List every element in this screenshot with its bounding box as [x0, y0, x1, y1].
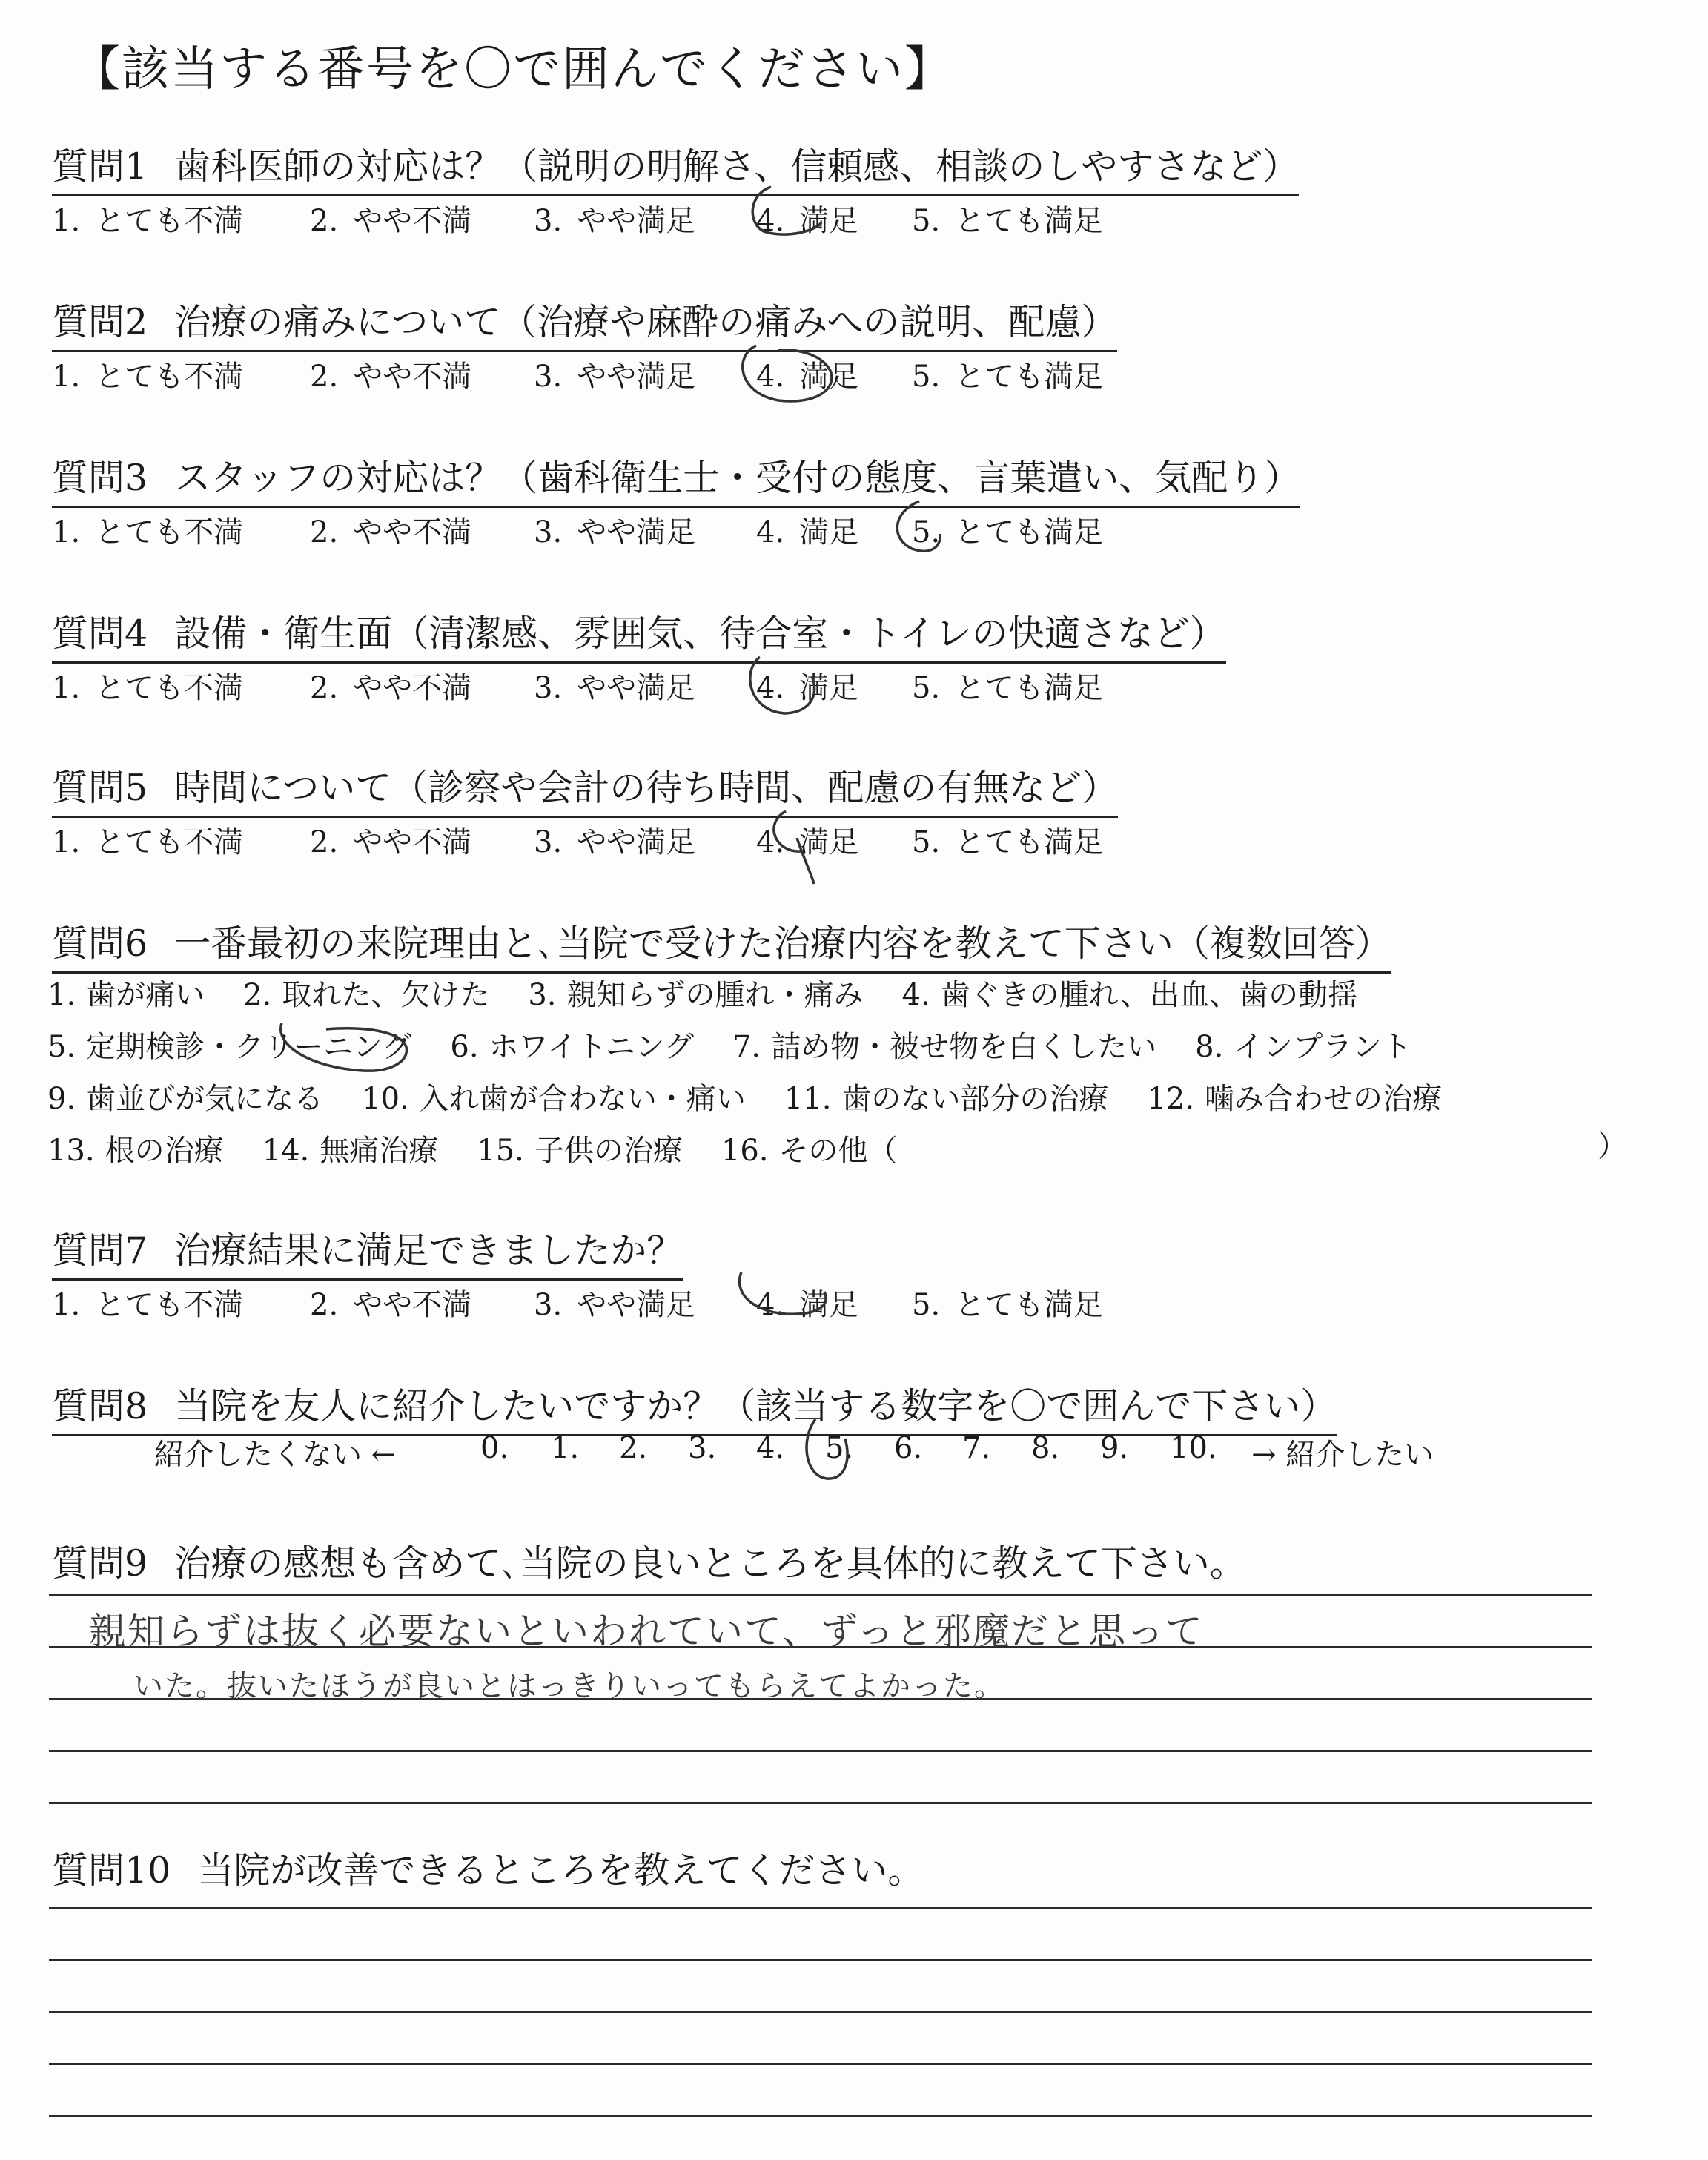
question-8-text: 当院を友人に紹介したいですか？（該当する数字を〇で囲んで下さい）: [174, 1385, 1337, 1427]
q3-option-1[interactable]: [52, 509, 243, 551]
q9-answer-line: [49, 1594, 1592, 1596]
q5-option-2-number: 2.: [310, 825, 339, 859]
q2-option-2[interactable]: [310, 353, 471, 395]
q2-option-5-label: とても満足: [955, 360, 1104, 394]
q8-scale-right-label: → 紹介したい: [1251, 1438, 1434, 1472]
q4-option-1-label: とても不満: [95, 671, 244, 705]
q6-row-1: [47, 971, 1396, 1014]
q8-scale-10[interactable]: 10.: [1170, 1431, 1217, 1465]
q3-option-3[interactable]: [534, 509, 695, 551]
q3-option-4-label: 満足: [799, 515, 859, 549]
q3-option-4-number: 4.: [756, 515, 785, 549]
question-6-text: 一番最初の来院理由と､当院で受けた治療内容を教えて下さい（複数回答）: [174, 922, 1391, 965]
q9-answer-line-1[interactable]: 親知らずは抜く必要ないといわれていて、ずっと邪魔だと思って: [89, 1610, 1204, 1653]
q10-answer-line: [49, 2011, 1592, 2013]
q1-option-2[interactable]: [310, 197, 471, 240]
q7-option-3[interactable]: [534, 1281, 695, 1324]
q6-option-16[interactable]: [721, 1127, 898, 1169]
question-8-title: [52, 1378, 1337, 1436]
q6-option-14[interactable]: [262, 1127, 439, 1169]
q1-option-4-label: 満足: [799, 204, 859, 238]
q6-option-7-label: 詰め物・被せ物を白くしたい: [771, 1030, 1157, 1064]
q8-scale-3[interactable]: 3.: [688, 1431, 717, 1465]
q6-option-9[interactable]: [47, 1075, 323, 1117]
q4-option-1-number: 1.: [52, 671, 81, 705]
question-3-label: 質問3: [52, 457, 148, 499]
q6-option-7-number: 7.: [732, 1030, 761, 1064]
q6-option-2-label: 取れた、欠けた: [282, 978, 490, 1012]
q6-option-4[interactable]: [902, 971, 1358, 1014]
q6-option-9-number: 9.: [47, 1082, 76, 1116]
question-10-text: 当院が改善できるところを教えてください。: [197, 1849, 924, 1892]
q1-option-4[interactable]: [756, 197, 858, 240]
q6-option-9-label: 歯並びが気になる: [86, 1082, 324, 1116]
q6-option-1-number: 1.: [47, 978, 76, 1012]
q8-scale-4[interactable]: 4.: [756, 1431, 785, 1465]
q6-option-14-number: 14.: [262, 1134, 310, 1168]
q1-option-5-label: とても満足: [955, 204, 1104, 238]
question-5-title: [52, 759, 1118, 818]
q5-option-4-label: 満足: [799, 825, 859, 859]
q1-option-5-number: 5.: [912, 204, 941, 238]
q7-option-1[interactable]: [52, 1281, 243, 1324]
q10-answer-line: [49, 1959, 1592, 1961]
q6-option-6[interactable]: [450, 1023, 694, 1066]
q2-option-1[interactable]: [52, 353, 243, 395]
q5-option-2-label: やや不満: [353, 825, 472, 859]
q1-option-4-number: 4.: [756, 204, 785, 238]
q6-option-4-number: 4.: [901, 978, 930, 1012]
q6-option-6-label: ホワイトニング: [489, 1030, 694, 1064]
q2-option-5-number: 5.: [912, 360, 941, 394]
q4-option-1[interactable]: [52, 664, 243, 707]
question-6-title: [52, 915, 1391, 974]
q6-row-3: [47, 1075, 1480, 1117]
question-7-label: 質問7: [52, 1229, 148, 1272]
q3-option-1-label: とても不満: [95, 515, 244, 549]
q9-answer-line: [49, 1750, 1592, 1752]
q1-option-2-number: 2.: [310, 204, 339, 238]
q9-answer-line-2[interactable]: いた。抜いたほうが良いとはっきりいってもらえてよかった。: [133, 1669, 1005, 1703]
question-7-title: [52, 1222, 683, 1281]
q6-option-12-number: 12.: [1147, 1082, 1195, 1116]
q3-option-2-number: 2.: [310, 515, 339, 549]
q6-option-12[interactable]: [1147, 1075, 1442, 1117]
q6-option-11-number: 11.: [784, 1082, 832, 1116]
q3-option-2[interactable]: [310, 509, 471, 551]
question-9-text: 治療の感想も含めて､当院の良いところを具体的に教えて下さい。: [174, 1542, 1246, 1585]
q6-option-5[interactable]: [47, 1023, 411, 1066]
question-2-label: 質問2: [52, 301, 148, 343]
q5-option-5[interactable]: [912, 819, 1103, 861]
q6-option-12-label: 噛み合わせの治療: [1205, 1082, 1443, 1116]
q6-option-16-number: 16.: [721, 1134, 769, 1168]
q4-option-4[interactable]: [756, 664, 858, 707]
q1-option-1-number: 1.: [52, 204, 81, 238]
question-4-title: [52, 605, 1226, 664]
q2-option-2-label: やや不満: [353, 360, 472, 394]
q6-option-2[interactable]: [243, 971, 489, 1014]
q6-option-10[interactable]: [362, 1075, 746, 1117]
q3-option-5[interactable]: [912, 509, 1103, 551]
q2-option-4[interactable]: [756, 353, 858, 395]
question-9-title: [52, 1535, 1246, 1591]
q8-scale-6[interactable]: 6.: [894, 1431, 923, 1465]
q7-option-2-label: やや不満: [353, 1288, 472, 1322]
q6-option-8-label: インプラント: [1234, 1030, 1412, 1064]
q4-option-4-number: 4.: [756, 671, 785, 705]
q6-option-3-number: 3.: [528, 978, 557, 1012]
q2-option-2-number: 2.: [310, 360, 339, 394]
q6-option-11-label: 歯のない部分の治療: [841, 1082, 1109, 1116]
q5-option-1-number: 1.: [52, 825, 81, 859]
question-7-text: 治療結果に満足できましたか？: [174, 1229, 683, 1272]
q7-option-1-label: とても不満: [95, 1288, 244, 1322]
q6-option-13[interactable]: [47, 1127, 224, 1169]
q6-option-7[interactable]: [732, 1023, 1156, 1066]
question-1-label: 質問1: [52, 145, 148, 188]
q6-row-4: [47, 1127, 936, 1169]
q5-option-2[interactable]: [310, 819, 471, 861]
q5-option-1[interactable]: [52, 819, 243, 861]
q6-option-14-label: 無痛治療: [320, 1134, 439, 1168]
q6-option-11[interactable]: [784, 1075, 1109, 1117]
q6-option-5-label: 定期検診・クリーニング: [86, 1030, 412, 1064]
q7-option-4-label: 満足: [799, 1288, 859, 1322]
q7-option-5-number: 5.: [912, 1288, 941, 1322]
q9-answer-line: [49, 1802, 1592, 1804]
q4-option-2[interactable]: [310, 664, 471, 707]
q10-answer-line: [49, 1907, 1592, 1909]
question-2-text: 治療の痛みについて（治療や麻酔の痛みへの説明、配慮）: [174, 301, 1118, 343]
question-10-title: [52, 1842, 924, 1898]
question-2-title: [52, 294, 1117, 352]
question-4-text: 設備・衛生面（清潔感、雰囲気、待合室・トイレの快適さなど）: [174, 612, 1226, 655]
q3-option-2-label: やや不満: [353, 515, 472, 549]
q4-option-3-label: やや満足: [577, 671, 696, 705]
question-9-label: 質問9: [52, 1542, 148, 1585]
question-10-label: 質問10: [52, 1849, 171, 1892]
question-8-label: 質問8: [52, 1385, 148, 1427]
q3-option-4[interactable]: [756, 509, 858, 551]
q7-option-5-label: とても満足: [955, 1288, 1104, 1322]
question-6-label: 質問6: [52, 922, 148, 965]
question-4-label: 質問4: [52, 612, 148, 655]
q3-option-5-label: とても満足: [955, 515, 1104, 549]
q4-option-3-number: 3.: [534, 671, 563, 705]
q1-option-3-number: 3.: [534, 204, 563, 238]
q1-option-3-label: やや満足: [577, 204, 696, 238]
q2-option-1-label: とても不満: [95, 360, 244, 394]
q4-option-2-label: やや不満: [353, 671, 472, 705]
q1-option-3[interactable]: [534, 197, 695, 240]
q6-option-3[interactable]: [528, 971, 863, 1014]
q7-option-5[interactable]: [912, 1281, 1103, 1324]
q7-option-2-number: 2.: [310, 1288, 339, 1322]
q1-option-1-label: とても不満: [95, 204, 244, 238]
q2-option-4-label: 満足: [799, 360, 859, 394]
q2-option-1-number: 1.: [52, 360, 81, 394]
q6-option-8[interactable]: [1195, 1023, 1411, 1066]
q6-row-2: [47, 1023, 1450, 1066]
q5-option-1-label: とても不満: [95, 825, 244, 859]
q2-option-3-number: 3.: [534, 360, 563, 394]
q5-option-3[interactable]: [534, 819, 695, 861]
question-1-text: 歯科医師の対応は？（説明の明解さ、信頼感、相談のしやすさなど）: [174, 145, 1300, 188]
q6-other-close-paren: ）: [1598, 1129, 1627, 1163]
question-5-label: 質問5: [52, 767, 148, 809]
page-heading: 【該当する番号を〇で囲んでください】: [73, 42, 953, 97]
q4-option-3[interactable]: [534, 664, 695, 707]
question-1-title: [52, 138, 1299, 196]
q5-option-3-label: やや満足: [577, 825, 696, 859]
q5-option-3-number: 3.: [534, 825, 563, 859]
q5-option-5-number: 5.: [912, 825, 941, 859]
q3-option-5-number: 5.: [912, 515, 941, 549]
question-5-text: 時間について（診察や会計の待ち時間、配慮の有無など）: [174, 767, 1119, 809]
q3-option-3-number: 3.: [534, 515, 563, 549]
q6-option-15-label: 子供の治療: [534, 1134, 683, 1168]
q6-option-6-number: 6.: [450, 1030, 479, 1064]
q8-scale-5[interactable]: 5.: [825, 1431, 854, 1465]
q2-option-5[interactable]: [912, 353, 1103, 395]
q7-option-3-label: やや満足: [577, 1288, 696, 1322]
q2-option-3-label: やや満足: [577, 360, 696, 394]
q6-option-3-label: 親知らずの腫れ・痛み: [566, 978, 864, 1012]
q8-scale-7[interactable]: 7.: [962, 1431, 991, 1465]
q2-option-3[interactable]: [534, 353, 695, 395]
q4-option-5[interactable]: [912, 664, 1103, 707]
q6-option-10-number: 10.: [362, 1082, 409, 1116]
q2-option-4-number: 4.: [756, 360, 785, 394]
q1-option-2-label: やや不満: [353, 204, 472, 238]
q6-option-1[interactable]: [47, 971, 205, 1014]
q8-scale-left-label: 紹介したくない ←: [154, 1438, 397, 1472]
q3-option-1-number: 1.: [52, 515, 81, 549]
q6-option-16-label: その他（: [778, 1134, 898, 1168]
q8-scale-2[interactable]: 2.: [619, 1431, 648, 1465]
q3-option-3-label: やや満足: [577, 515, 696, 549]
q6-option-15[interactable]: [477, 1127, 683, 1169]
q7-option-3-number: 3.: [534, 1288, 563, 1322]
q8-scale-0[interactable]: 0.: [480, 1431, 509, 1465]
q4-option-4-label: 満足: [799, 671, 859, 705]
q6-option-13-number: 13.: [47, 1134, 95, 1168]
q4-option-5-label: とても満足: [955, 671, 1104, 705]
q5-option-4-number: 4.: [756, 825, 785, 859]
q7-option-1-number: 1.: [52, 1288, 81, 1322]
q7-option-2[interactable]: [310, 1281, 471, 1324]
q8-scale-1[interactable]: 1.: [551, 1431, 580, 1465]
q6-option-10-label: 入れ歯が合わない・痛い: [419, 1082, 746, 1116]
q6-option-15-number: 15.: [477, 1134, 524, 1168]
q5-option-5-label: とても満足: [955, 825, 1104, 859]
q8-scale-9[interactable]: 9.: [1100, 1431, 1129, 1465]
q6-option-2-number: 2.: [243, 978, 272, 1012]
q5-option-4[interactable]: [756, 819, 858, 861]
q1-option-1[interactable]: [52, 197, 243, 240]
q4-option-2-number: 2.: [310, 671, 339, 705]
question-3-title: [52, 449, 1300, 508]
q6-option-1-label: 歯が痛い: [86, 978, 205, 1012]
q7-option-4-number: 4.: [756, 1288, 785, 1322]
q1-option-5[interactable]: [912, 197, 1103, 240]
q6-option-5-number: 5.: [47, 1030, 76, 1064]
q10-answer-line: [49, 2063, 1592, 2065]
q6-option-13-label: 根の治療: [105, 1134, 224, 1168]
q6-option-4-label: 歯ぐきの腫れ、出血、歯の動揺: [940, 978, 1358, 1012]
question-3-text: スタッフの対応は？（歯科衛生士・受付の態度、言葉遣い、気配り）: [174, 457, 1301, 499]
q6-option-8-number: 8.: [1195, 1030, 1224, 1064]
q4-option-5-number: 5.: [912, 671, 941, 705]
q10-answer-line: [49, 2115, 1592, 2117]
q7-option-4[interactable]: [756, 1281, 858, 1324]
q8-scale-8[interactable]: 8.: [1031, 1431, 1060, 1465]
